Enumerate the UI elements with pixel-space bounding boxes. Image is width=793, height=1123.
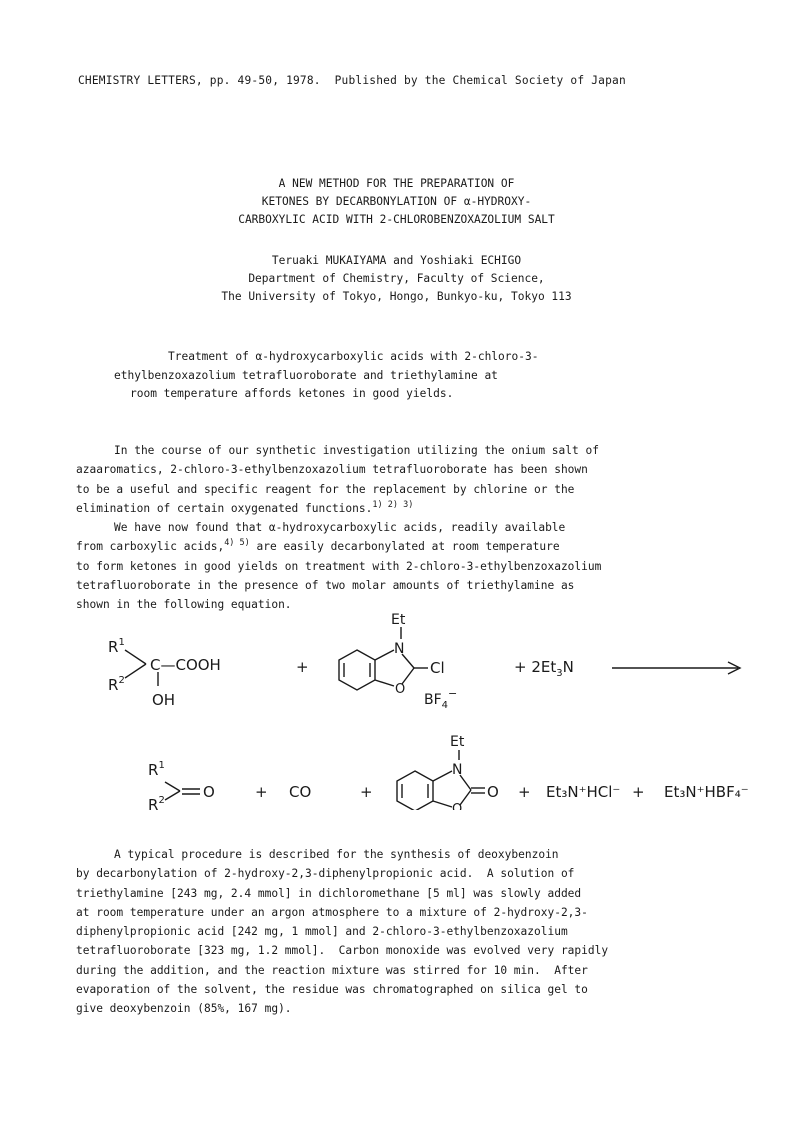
paragraph-line: triethylamine [243 mg, 2.4 mmol] in dichloromethane [5 ml] was slowly added (76, 886, 582, 900)
reaction-scheme (0, 610, 793, 810)
ketone-oxygen-label: O (203, 783, 215, 801)
abstract-line: room temperature affords ketones in good yields. (130, 387, 454, 400)
tetrafluoroborate-label: $BF_4^-$ (424, 687, 458, 711)
reaction-scheme-svg (0, 610, 793, 810)
product-ethyl-label: Et (450, 734, 465, 750)
title-line: KETONES BY DECARBONYLATION OF α-HYDROXY- (261, 195, 532, 208)
paragraph-line: evaporation of the solvent, the residue was chromatographed on silica gel to (76, 983, 588, 997)
journal-header: CHEMISTRY LETTERS, pp. 49-50, 1978. Published by the Chemical Society of Japan (78, 74, 626, 87)
product-r1-label: $R^1$ (148, 760, 165, 779)
product-r2-label: $R^2$ (148, 795, 165, 810)
ethyl-label: Et (391, 612, 406, 628)
author-department: Department of Chemistry, Faculty of Science, (248, 272, 545, 285)
paragraph-line: during the addition, and the reaction mixture was stirred for 10 min. After (76, 963, 588, 977)
hydroxyl-label: OH (152, 691, 176, 709)
title-line: CARBOXYLIC ACID WITH 2-CHLOROBENZOXAZOLIUM SALT (238, 213, 555, 226)
paragraph-text: are easily decarbonylated at room temperature (249, 540, 560, 554)
carbon-monoxide-label: CO (289, 783, 312, 801)
paragraph-line (76, 537, 601, 556)
reference-markers: 1) 2) 3) (372, 499, 414, 510)
title-line: A NEW METHOD FOR THE PREPARATION OF (278, 177, 515, 190)
reference-markers: 4) 5) (224, 538, 250, 549)
paper-title (0, 175, 793, 229)
plus-sign: + (632, 783, 645, 801)
paragraph-line: at room temperature under an argon atmosphere to a mixture of 2-hydroxy-2,3- (76, 905, 588, 919)
triethylammonium-tetrafluoroborate-label: Et₃N⁺HBF₄⁻ (664, 783, 749, 801)
product-oxygen-label: O (452, 802, 463, 810)
carbonyl-oxygen-label: O (487, 783, 499, 801)
author-address: The University of Tokyo, Hongo, Bunkyo-ku, Tokyo 113 (221, 290, 572, 303)
plus-sign: + (296, 658, 309, 676)
chlorine-label: Cl (430, 659, 445, 677)
paragraph-line: to be a useful and specific reagent for the replacement by chlorine or the (76, 482, 575, 496)
product-nitrogen-label: N (452, 762, 463, 778)
plus-sign: + (518, 783, 531, 801)
nitrogen-label: N (394, 641, 405, 657)
r1-label: $R^1$ (108, 637, 125, 656)
plus-sign: + (255, 783, 268, 801)
abstract (114, 348, 539, 404)
paragraph-text: from carboxylic acids, (76, 540, 225, 554)
paragraph-line: In the course of our synthetic investigation utilizing the onium salt of (114, 444, 599, 457)
paragraph-line: give deoxybenzoin (85%, 167 mg). (76, 1002, 292, 1016)
paragraph-text: elimination of certain oxygenated functions. (76, 501, 373, 515)
r2-label: $R^2$ (108, 675, 125, 694)
paragraph-line: tetrafluoroborate [323 mg, 1.2 mmol]. Carbon monoxide was evolved very rapidly (76, 944, 609, 958)
paragraph-line: azaaromatics, 2-chloro-3-ethylbenzoxazolium tetrafluoroborate has been shown (76, 463, 588, 477)
body-paragraphs (76, 441, 601, 615)
paragraph-line: shown in the following equation. (76, 598, 292, 612)
abstract-line: Treatment of α-hydroxycarboxylic acids with 2-chloro-3- (168, 350, 539, 363)
plus-sign: + (360, 783, 373, 801)
paragraph-line: tetrafluoroborate in the presence of two molar amounts of triethylamine as (76, 579, 575, 593)
paragraph-line: by decarbonylation of 2-hydroxy-2,3-diphenylpropionic acid. A solution of (76, 867, 575, 881)
triethylammonium-chloride-label: Et₃N⁺HCl⁻ (546, 783, 621, 801)
paragraph-line: to form ketones in good yields on treatment with 2-chloro-3-ethylbenzoxazolium (76, 559, 602, 573)
oxygen-label: O (395, 682, 406, 697)
procedure-paragraph (76, 845, 608, 1019)
paragraph-line (76, 499, 601, 518)
abstract-line: ethylbenzoxazolium tetrafluoroborate and triethylamine at (114, 368, 498, 382)
triethylamine-label: + $2Et_3N$ (514, 658, 574, 679)
paragraph-line: A typical procedure is described for the synthesis of deoxybenzoin (114, 848, 559, 861)
paragraph-line: diphenylpropionic acid [242 mg, 1 mmol] and 2-chloro-3-ethylbenzoxazolium (76, 925, 568, 939)
paragraph-line: We have now found that α-hydroxycarboxylic acids, readily available (114, 521, 566, 535)
author-names: Teruaki MUKAIYAMA and Yoshiaki ECHIGO (271, 254, 522, 267)
acid-group-label: C—COOH (150, 656, 221, 674)
author-block (0, 252, 793, 306)
